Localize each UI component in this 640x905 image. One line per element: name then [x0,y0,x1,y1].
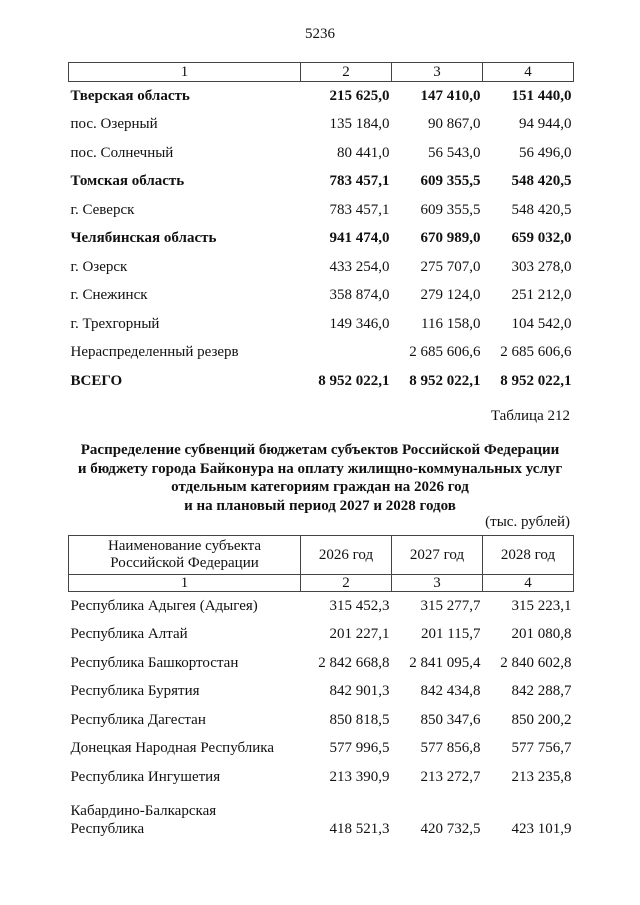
value-2026: 433 254,0 [329,258,390,275]
value-2028: 315 223,1 [511,597,572,614]
value-2026: 215 625,0 [329,87,390,104]
row-name-line: Кабардино-Балкарская [70,802,217,819]
row-name: пос. Солнечный [70,144,174,161]
value-2027: 116 158,0 [421,315,481,332]
row-name [69,792,301,841]
column-number: 1 [69,63,301,82]
value-2026: 8 952 022,1 [318,372,390,389]
table-row [69,367,574,396]
subvention-table [68,535,574,841]
row-name: Республика Ингушетия [70,768,221,785]
value-2026: 842 901,3 [329,683,390,700]
value-2028: 151 440,0 [511,87,572,104]
value-2027: 315 277,7 [420,597,481,614]
table-title [60,441,580,515]
table-row [69,649,574,678]
value-2027: 2 685 606,6 [409,344,481,361]
table-row [69,339,574,368]
value-2027: 279 124,0 [420,287,481,304]
column-number: 4 [483,575,574,592]
value-2026: 358 874,0 [329,287,390,304]
value-2028: 577 756,7 [511,740,572,757]
table-row [69,678,574,707]
value-2026: 201 227,1 [329,626,390,643]
value-2026: 149 346,0 [329,315,390,332]
value-2028: 842 288,7 [511,683,572,700]
table-row [69,139,574,168]
row-name: Республика Адыгея (Адыгея) [70,597,258,614]
table-row [69,253,574,282]
table-row [69,168,574,197]
value-2028: 2 685 606,6 [500,344,572,361]
value-2027: 420 732,5 [420,820,481,837]
value-2027: 842 434,8 [420,683,481,700]
header-line: Российской Федерации [110,555,259,571]
continuation-table [68,62,574,396]
row-name: Республика Алтай [70,626,188,643]
value-2028: 659 032,0 [511,230,572,247]
value-2028: 303 278,0 [511,258,572,275]
value-2027: 2 841 095,4 [409,654,481,671]
row-name: г. Трехгорный [70,315,160,332]
value-2027: 8 952 022,1 [409,372,481,389]
table-row [69,310,574,339]
value-2027: 609 355,5 [420,173,481,190]
row-name: ВСЕГО [70,372,123,389]
value-2027: 275 707,0 [420,258,481,275]
value-2026 [301,339,392,368]
column-header-row [69,536,574,575]
column-number-row [69,575,574,592]
value-2027: 90 867,0 [428,116,481,133]
value-2026: 80 441,0 [337,144,390,161]
table-row [69,82,574,111]
value-2027: 56 543,0 [428,144,481,161]
value-2028: 850 200,2 [511,711,572,728]
header-subject-name [69,536,301,575]
value-2028: 56 496,0 [519,144,572,161]
table-row [69,196,574,225]
value-2026: 2 842 668,8 [318,654,390,671]
value-2028: 94 944,0 [519,116,572,133]
header-2028: 2028 год [483,536,574,575]
value-2028: 8 952 022,1 [500,372,572,389]
table-row [69,225,574,254]
row-name: Донецкая Народная Республика [70,740,274,757]
column-number: 2 [301,575,392,592]
value-2028: 548 420,5 [511,201,572,218]
page-number: 5236 [305,26,335,42]
value-2026: 783 457,1 [329,173,390,190]
row-name: г. Северск [70,201,135,218]
value-2026: 577 996,5 [329,740,390,757]
header-line: Наименование субъекта [107,538,262,554]
column-number: 4 [483,63,574,82]
value-2027: 201 115,7 [421,626,481,643]
column-number: 1 [69,575,301,592]
value-2027: 577 856,8 [420,740,481,757]
header-2026: 2026 год [301,536,392,575]
value-2026: 850 818,5 [329,711,390,728]
value-2026: 135 184,0 [329,116,390,133]
row-name: Республика Дагестан [70,711,206,728]
row-name: Республика Бурятия [70,683,200,700]
value-2028: 104 542,0 [511,315,572,332]
title-line: и на плановый период 2027 и 2028 годов [184,497,456,514]
value-2027: 850 347,6 [420,711,481,728]
row-name: г. Снежинск [70,287,148,304]
column-number-row [69,63,574,82]
value-2028: 423 101,9 [511,820,572,837]
row-name-line: Республика [70,820,145,837]
value-2026: 315 452,3 [329,597,390,614]
table-row [69,282,574,311]
units-label: (тыс. рублей) [485,514,570,530]
table-row [69,763,574,792]
table-row [69,792,574,841]
value-2027: 147 410,0 [420,87,481,104]
row-name: Нераспределенный резерв [70,344,239,361]
row-name: Республика Башкортостан [70,654,239,671]
table-label: Таблица 212 [490,408,570,424]
value-2028: 201 080,8 [511,626,572,643]
title-line: Распределение субвенций бюджетам субъектов Российской Федерации [80,442,560,458]
row-name: Челябинская область [70,230,217,247]
value-2028: 213 235,8 [511,768,572,785]
title-line: и бюджету города Байконура на оплату жилищно-коммунальных услуг [77,460,563,477]
table-row [69,592,574,621]
value-2026: 941 474,0 [329,230,390,247]
value-2026: 213 390,9 [329,768,390,785]
row-name: г. Озерск [70,258,128,275]
table-row [69,735,574,764]
column-number: 3 [392,63,483,82]
header-2027: 2027 год [392,536,483,575]
value-2027: 670 989,0 [420,230,481,247]
table-row [69,706,574,735]
value-2027: 609 355,5 [420,201,481,218]
row-name: Томская область [70,173,185,190]
row-name: Тверская область [70,87,190,104]
row-name: пос. Озерный [70,116,158,133]
value-2026: 783 457,1 [329,201,390,218]
value-2028: 548 420,5 [511,173,572,190]
value-2026: 418 521,3 [329,820,390,837]
column-number: 3 [392,575,483,592]
value-2028: 251 212,0 [511,287,572,304]
title-line: отдельным категориям граждан на 2026 год [171,479,469,495]
value-2028: 2 840 602,8 [500,654,572,671]
table-row [69,621,574,650]
table-row [69,111,574,140]
value-2027: 213 272,7 [420,768,481,785]
column-number: 2 [301,63,392,82]
